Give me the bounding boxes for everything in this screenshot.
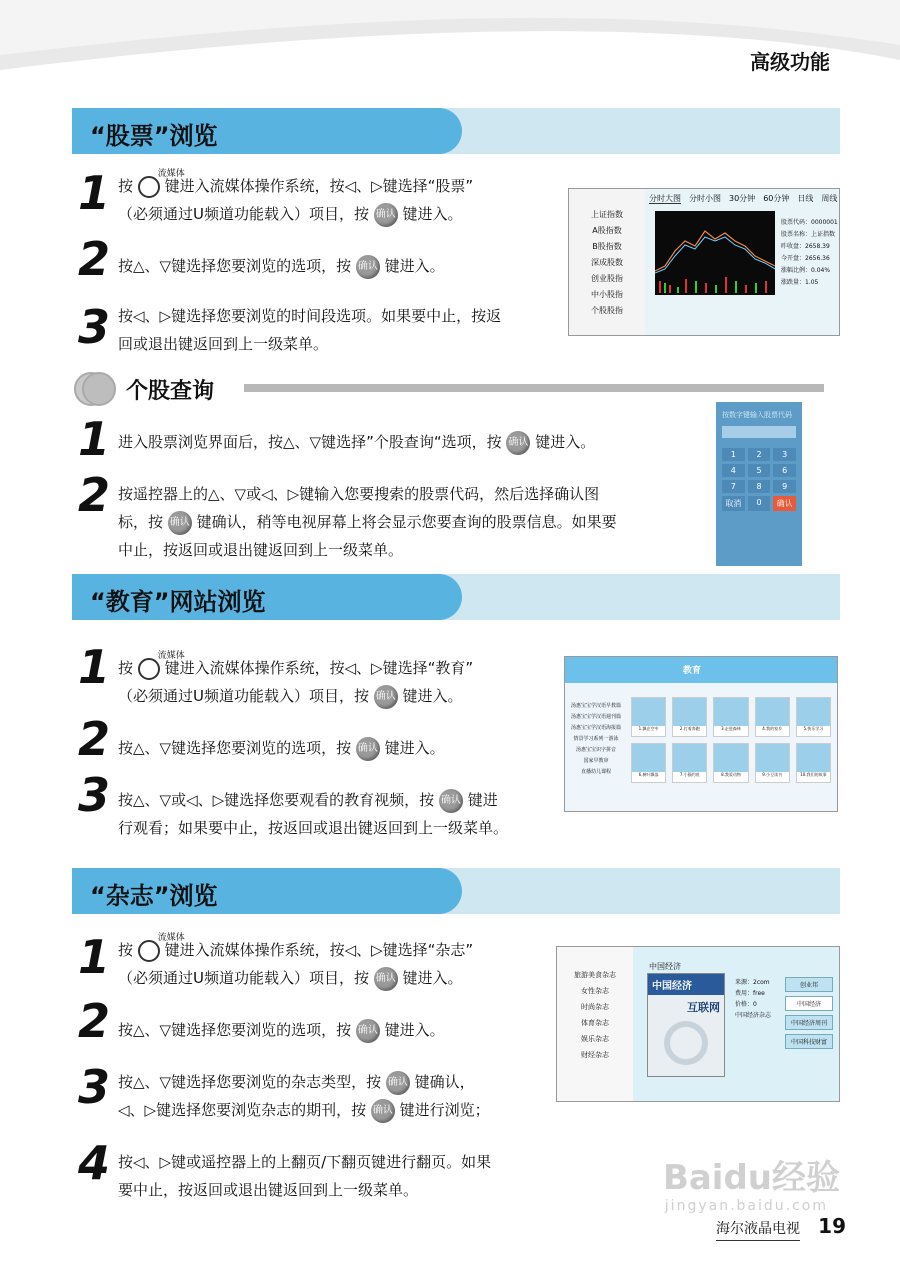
section-header-education: “教育”网站浏览 [72,574,840,620]
keypad-key: 1 [722,448,745,461]
stock-tab: 分时大图 [649,194,681,203]
edu-thumbnail [631,743,666,783]
step-text: 按遥控器上的△、▽或◁、▷键输入您要搜索的股票代码，然后选择确认图 标，按 确认 键确认，稍等电视屏幕上将会显示您要查询的股票信息。如果要 中止，按返回或退出键返回到上一级菜单。 [118,485,617,559]
page-number: 19 [818,1214,846,1238]
step-text: 按 流媒体 键进入流媒体操作系统，按◁、▷键选择“股票” （必须通过U频道功能载入）项目，按 确认 键进入。 [118,172,473,228]
edu-thumbnail-label: 7.小猫钓鱼 [679,772,700,777]
stock-menu-item: A股指数 [592,226,622,235]
ok-key-icon: 确认 [356,255,380,279]
step-text: 按 流媒体 键进入流媒体操作系统，按◁、▷键选择“教育” （必须通过U频道功能载入）项目，按 确认 键进入。 [118,654,473,710]
stock-menu-item: 上证指数 [591,210,623,219]
edu-menu-item: 情景学习系列一游泳 [573,736,619,742]
education-screen: 教育 汤惠宝宝学汉语早教篇 汤惠宝宝学汉语週刊篇 汤惠宝宝学汉语海报篇 情景学习系列一游泳 汤惠宝宝识字拼音 国家早教审 直播幼儿课程 1.飘在空中 2.打着奔跑 3.走进森林 4.我的家乡 5.快乐学习 6.树叶飘落 7.小猫钓鱼 8.我爱动物 9.小豆读书 10.我们的故事 [564,656,838,812]
stock-tab: 周线 [821,194,838,203]
keypad-key: 9 [773,480,796,493]
step-number: 2 [78,468,111,522]
step-text: 按◁、▷键或遥控器上的上翻页/下翻页键进行翻页。如果 要中止，按返回或退出键返回到上一级菜单。 [118,1153,492,1199]
stock-tab: 分时小图 [689,194,721,203]
stock-tab: 60分钟 [763,194,790,203]
keypad-key: 6 [773,464,796,477]
edu-thumbnails [631,697,831,783]
stock-info-line: 股票代码：0000001 [781,219,838,226]
stock-info-line: 昨收盘：2658.39 [781,243,830,250]
edu-thumbnail-label: 5.快乐学习 [803,726,824,731]
mag-menu-item: 时尚杂志 [581,1003,609,1011]
magazine-cover: 中国经济 互联网 [647,973,725,1077]
edu-thumbnail-label: 6.树叶飘落 [638,772,659,777]
edu-menu-item: 汤惠宝宝识字拼音 [575,747,616,753]
stock-info [781,217,838,289]
stock-info-line: 涨幅比例：0.04% [781,267,831,274]
edu-thumbnail [631,697,666,737]
keypad-key: 2 [748,448,771,461]
stock-tab: 30分钟 [729,194,756,203]
ok-key-icon: 确认 [356,737,380,761]
mag-menu-item: 财经杂志 [581,1051,609,1059]
step-number: 2 [78,994,111,1048]
ok-key-icon: 确认 [374,967,398,991]
step-number: 3 [78,1060,111,1114]
bullet-circle-icon [82,372,116,406]
step-number: 2 [78,712,111,766]
step-number: 4 [78,1136,111,1190]
edu-thumbnail-label: 1.飘在空中 [638,726,659,731]
ok-key-icon: 确认 [168,511,192,535]
stock-info-line: 今开盘：2656.36 [781,255,830,262]
stream-key-icon: 流媒体 [138,936,160,964]
step-text: 按△、▽键选择您要浏览的选项，按 确认 键进入。 [118,252,445,280]
mag-menu-item: 体育杂志 [581,1019,609,1027]
step-text: 按△、▽键选择您要浏览的选项，按 确认 键进入。 [118,734,445,762]
step-text: 按◁、▷键选择您要浏览的时间段选项。如果要中止，按返 回或退出键返回到上一级菜单。 [118,307,502,353]
stock-screen [568,188,840,336]
keypad-key: 确认 [773,496,796,511]
keypad-key: 3 [773,448,796,461]
step-text: 进入股票浏览界面后，按△、▽键选择”个股查询“选项，按 确认 键进入。 [118,428,595,456]
edu-thumbnail-label: 10.我们的故事 [800,772,827,777]
stock-menu [569,189,645,319]
stock-tab: 日线 [797,194,814,203]
keypad-key: 8 [748,480,771,493]
step-text: 按△、▽或◁、▷键选择您要观看的教育视频，按 确认 键进 行观看；如果要中止，按返回或退出键返回到上一级菜单。 [118,786,508,842]
edu-menu-item: 汤惠宝宝学汉语早教篇 [570,703,621,709]
step-number: 3 [78,300,111,354]
footer-brand: 海尔液晶电视 [716,1218,800,1241]
edu-thumbnail-label: 4.我的家乡 [762,726,783,731]
mag-info-line: 中国经济杂志 [735,1012,772,1019]
edu-menu-item: 国家早教审 [583,758,609,764]
keypad-key: 取消 [722,496,745,511]
step-text: 按△、▽键选择您要浏览的杂志类型，按 确认 键确认， ◁、▷键选择您要浏览杂志的期刊，按 确认 键进行浏览； [118,1068,490,1124]
stock-menu-item: 深成股数 [591,258,623,267]
step-number: 3 [78,768,111,822]
edu-menu-item: 汤惠宝宝学汉语週刊篇 [570,714,621,720]
edu-thumbnail [713,743,748,783]
mag-button: 中国经济 [785,996,833,1011]
section-header-magazine: “杂志”浏览 [72,868,840,914]
section-header-stock: “股票”浏览 [72,108,840,154]
mag-menu-item: 娱乐杂志 [581,1035,609,1043]
subsection-title: 个股查询 [126,379,215,404]
mag-menu [561,967,629,1063]
edu-thumbnail [796,697,831,737]
stock-info-line: 涨跌量：1.05 [781,279,819,286]
magazine-screen: 旅游美食杂志 女性杂志 时尚杂志 体育杂志 娱乐杂志 财经杂志 中国经济 中国经济 互联网 来源：2com 费用：free 价格：0 中国经济杂志 创业邦 中国经济 中国经济周刊 中国科技财富 [556,946,840,1102]
step-number: 2 [78,232,111,286]
mag-button: 中国经济周刊 [785,1015,833,1030]
stock-menu-item: 个股股指 [591,306,623,315]
edu-thumbnail-label: 9.小豆读书 [762,772,783,777]
mag-menu-item: 女性杂志 [581,987,609,995]
edu-thumbnail [755,743,790,783]
keypad-key: 4 [722,464,745,477]
edu-thumbnail-label: 3.走进森林 [721,726,741,731]
watermark-url: jingyan.baidu.com [664,1198,828,1214]
step-number: 1 [78,412,111,466]
mag-button: 中国科技财富 [785,1034,833,1049]
edu-thumbnail-label: 8.我爱动物 [721,772,741,777]
ok-key-icon: 确认 [374,685,398,709]
edu-thumbnail-label: 2.打着奔跑 [679,726,700,731]
edu-menu-item: 汤惠宝宝学汉语海报篇 [570,725,621,731]
stream-key-icon: 流媒体 [138,654,160,682]
ok-key-icon: 确认 [374,203,398,227]
stock-menu-item: B股指数 [592,242,622,251]
ok-key-icon: 确认 [386,1071,410,1095]
stock-chart [655,211,775,295]
edu-thumbnail [672,743,707,783]
chapter-title: 高级功能 [750,50,830,74]
keypad-key: 7 [722,480,745,493]
edu-thumbnail [713,697,748,737]
keypad-key: 5 [748,464,771,477]
ok-key-icon: 确认 [356,1019,380,1043]
step-number: 1 [78,930,111,984]
mag-buttons [785,977,833,1053]
edu-thumbnail [796,743,831,783]
watermark-logo: Baidu经验 [662,1158,840,1198]
stock-menu-item: 中小股指 [591,290,623,299]
keypad [716,444,802,515]
mag-button: 创业邦 [785,977,833,992]
mag-menu-item: 旅游美食杂志 [574,971,616,979]
edu-menu-item: 直播幼儿课程 [580,769,611,775]
step-number: 1 [78,166,111,220]
mag-info [735,977,771,1021]
mag-info-line: 来源：2com [735,979,770,986]
step-text: 按△、▽键选择您要浏览的选项，按 确认 键进入。 [118,1016,445,1044]
ok-key-icon: 确认 [439,789,463,813]
stock-menu-item: 创业股指 [591,274,623,283]
subsection-divider [244,384,824,392]
stream-key-icon: 流媒体 [138,172,160,200]
edu-menu [567,701,625,778]
ok-key-icon: 确认 [506,431,530,455]
keypad-screen: 按数字键输入股票代码 1 2 3 4 5 6 7 8 9 取消 0 确认 [716,402,802,566]
stock-info-line: 股票名称：上证指数 [781,231,836,238]
step-number: 1 [78,640,111,694]
mag-info-line: 费用：free [735,990,765,997]
edu-thumbnail [672,697,707,737]
stock-tabs [649,193,840,204]
ok-key-icon: 确认 [371,1099,395,1123]
step-text: 按 流媒体 键进入流媒体操作系统，按◁、▷键选择“杂志” （必须通过U频道功能载入）项目，按 确认 键进入。 [118,936,473,992]
mag-info-line: 价格：0 [735,1001,757,1008]
keypad-key: 0 [748,496,771,511]
edu-thumbnail [755,697,790,737]
